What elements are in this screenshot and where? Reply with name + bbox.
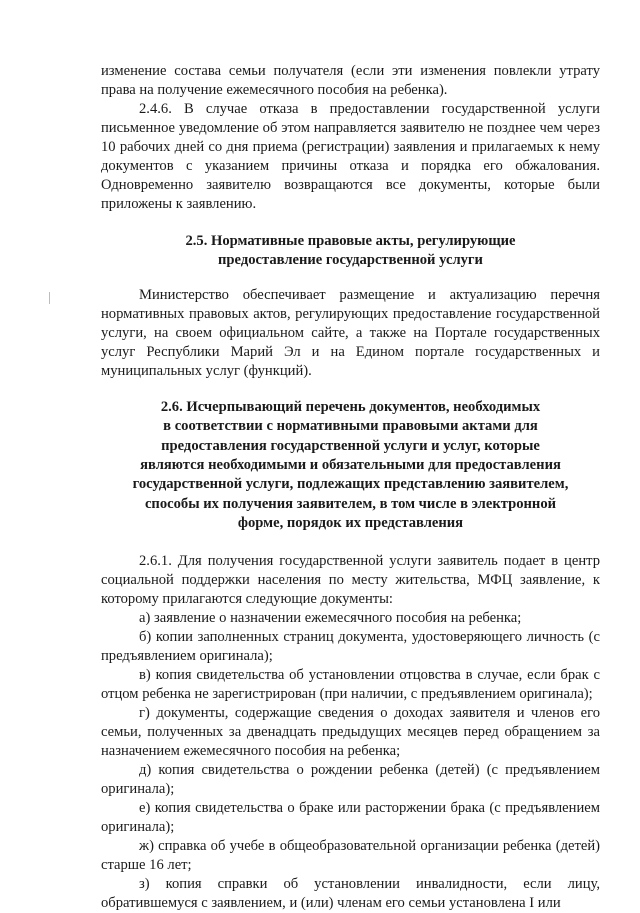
list-item: в) копия свидетельства об установлении отцовства в случае, если брак с отцом ребенка не зарегистрирован (при наличии, с предъявлением оригинала); <box>101 666 600 702</box>
section-2-6-heading-line: способы их получения заявителем, в том числе в электронной <box>144 495 557 512</box>
section-2-5-heading-line: предоставление государственной услуги <box>218 252 483 269</box>
section-2-6-heading-line: государственной услуги, подлежащих представлению заявителем, <box>132 476 569 493</box>
list-item: е) копия свидетельства о браке или расторжении брака (с предъявлением оригинала); <box>101 799 600 835</box>
section-2-5-text: Министерство обеспечивает размещение и актуализацию перечня нормативных правовых актов, регулирующих предоставление государственной услуги, на своем официальном сайте, а также на Портале государственных услуг Республики Марий Эл и на Едином портале государственных и муниципальных услуг (функций). <box>101 286 600 379</box>
section-2-6-heading-line: в соответствии с нормативными правовыми актами для <box>163 418 538 435</box>
list-item: г) документы, содержащие сведения о доходах заявителя и членов его семьи, полученных за двенадцать предыдущих месяцев перед обращением за назначением ежемесячного пособия на ребенка; <box>101 704 600 759</box>
paragraph-2-4-6: 2.4.6. В случае отказа в предоставлении государственной услуги письменное уведомление об этом направляется заявителю не позднее чем через 10 рабочих дней со дня приема (регистрации) заявления и прилагаемых к нему документов с указанием причины отказа и порядка его обжалования. Одновременно заявителю возвращаются все документы, которые были приложены к заявлению. <box>101 101 600 212</box>
paragraph-continuation: изменение состава семьи получателя (если эти изменения повлекли утрату права на получение ежемесячного пособия на ребенка). <box>101 63 600 98</box>
section-2-5-heading <box>101 232 600 271</box>
list-item: ж) справка об учебе в общеобразовательной организации ребенка (детей) старше 16 лет; <box>101 837 600 873</box>
list-item: з) копия справки об установлении инвалидности, если лицу, обратившемуся с заявлением, и (или) членам его семьи установлена I или <box>101 875 600 911</box>
document-page <box>101 62 600 913</box>
paragraph-2-6-1: 2.6.1. Для получения государственной услуги заявитель подает в центр социальной поддержки населения по месту жительства, МФЦ заявление, к которому прилагаются следующие документы: <box>101 552 600 607</box>
scan-mark <box>49 292 50 304</box>
section-2-6-heading-line: 2.6. Исчерпывающий перечень документов, необходимых <box>160 398 541 415</box>
section-2-6-heading <box>101 398 600 534</box>
section-2-6-heading-line: форме, порядок их представления <box>237 515 464 532</box>
list-item: д) копия свидетельства о рождении ребенка (детей) (с предъявлением оригинала); <box>101 761 600 797</box>
list-item: а) заявление о назначении ежемесячного пособия на ребенка; <box>139 609 522 626</box>
section-2-5-heading-line: 2.5. Нормативные правовые акты, регулирующие <box>185 233 516 249</box>
list-item: б) копии заполненных страниц документа, удостоверяющего личность (с предъявлением оригинала); <box>101 628 600 664</box>
section-2-6-heading-line: предоставления государственной услуги и услуг, которые <box>161 437 540 454</box>
section-2-6-heading-line: являются необходимыми и обязательными для предоставления <box>140 457 561 474</box>
